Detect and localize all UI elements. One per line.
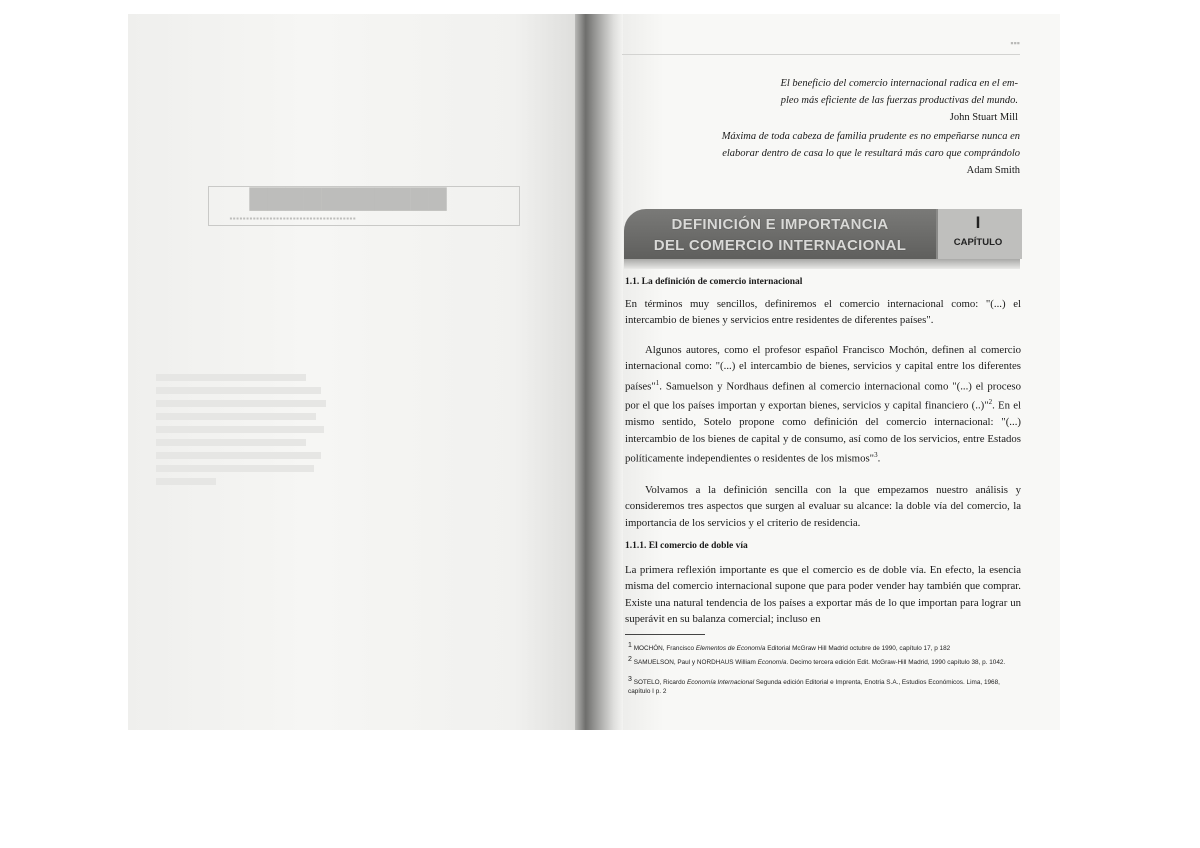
paragraph-text: . <box>877 452 881 465</box>
footnote-mark: 2 <box>628 656 632 663</box>
epigraph-smith <box>660 128 1020 179</box>
footnote <box>628 641 1018 653</box>
footnote-reference: 2 <box>988 398 993 407</box>
book-gutter <box>575 14 623 730</box>
left-page-bleedthrough <box>128 14 583 730</box>
epigraph-mill <box>658 75 1018 126</box>
epigraph-line: elaborar dentro de casa lo que le resultará más caro que comprándolo <box>722 148 1020 159</box>
bleedthrough-subtitle-shape: ▪▪▪▪▪▪▪▪▪▪▪▪▪▪▪▪▪▪▪▪▪▪▪▪▪▪▪▪▪▪▪▪▪▪▪▪▪▪ <box>229 214 356 223</box>
footnote-book-title: Elementos de Economía <box>695 645 766 653</box>
paragraph-text: Algunos autores, como el profesor español Francisco Mochón, definen al comercio internacional como: "(...) el intercambio de bienes, servicios y capital entre los diferentes países" <box>625 344 1021 393</box>
footnote-text: SOTELO, Ricardo <box>633 679 687 687</box>
footnote <box>628 655 1018 667</box>
subsection-heading: 1.1.1. El comercio de doble vía <box>625 541 748 551</box>
chapter-banner-shadow <box>624 259 1020 269</box>
footnote-mark: 1 <box>628 642 632 649</box>
body-paragraph: Volvamos a la definición sencilla con la que empezamos nuestro análisis y consideremos tres aspectos que surgen al evaluar su alcance: la doble vía del comercio, la importancia de los servicios y el criterio de residencia. <box>625 484 1021 529</box>
chapter-banner <box>624 209 1020 259</box>
body-paragraph: La primera reflexión importante es que el comercio es de doble vía. En efecto, la esencia misma del comercio internacional supone que para poder vender hay también que comprar. Existe una natural tendencia de los países a exportar más de lo que importan para lograr un superávit en su balanza comercial; incluso en <box>625 564 1021 625</box>
epigraph-line: pleo más eficiente de las fuerzas productivas del mundo. <box>780 95 1018 106</box>
body-paragraph <box>625 342 1021 467</box>
footnote-text: Segunda edición Editorial e Imprenta, Enotria S.A., Estudios Económicos. Lima, 1968, capítulo I p. 2 <box>628 679 1000 696</box>
epigraph-author: Adam Smith <box>966 165 1020 176</box>
body-paragraph: En términos muy sencillos, definiremos el comercio internacional como: "(...) el intercambio de bienes y servicios entre residentes de diferentes países". <box>625 298 1021 327</box>
footnote-text: SAMUELSON, Paul y NORDHAUS William <box>633 659 758 667</box>
footnote-text: MOCHÓN, Francisco <box>633 645 696 653</box>
footnote-reference: 3 <box>874 450 878 459</box>
bleedthrough-part-box <box>208 186 520 226</box>
chapter-title-line: DEL COMERCIO INTERNACIONAL <box>653 237 907 254</box>
bleedthrough-text-block <box>156 374 326 491</box>
footnote-rule <box>625 634 705 635</box>
epigraph-line: Máxima de toda cabeza de familia prudente es no empeñarse nunca en <box>721 131 1020 142</box>
chapter-label: CAPÍTULO <box>953 237 1003 248</box>
paragraph-text: . En el mismo sentido, Sotelo propone como definición del comercio internacional: "(...) intercambio de los bienes de capital y de consumo, así como de los servicios, entre Estados políticamente independientes o residentes de los mismos" <box>625 400 1021 465</box>
epigraph-author: John Stuart Mill <box>949 112 1018 123</box>
paragraph-text: . Samuelson y Nordhaus definen al comercio internacional como "(...) el proceso por el que los países importan y exportan bienes, servicios y capital financiero (..)" <box>625 380 1021 413</box>
running-header-rule <box>622 40 1020 55</box>
footnote-book-title: Economía Internacional <box>686 679 755 687</box>
page-number-shape: ▪▪▪ <box>1010 38 1020 48</box>
footnote-text: Editorial McGraw Hill Madrid octubre de 1990, capítulo 17, p 182 <box>765 645 951 653</box>
bleedthrough-title-shape: ▇▇▇▇▇▇▇▇▇▇▇ <box>249 185 447 210</box>
footnote-book-title: Economía <box>757 659 787 667</box>
section-heading: 1.1. La definición de comercio internacional <box>625 277 803 287</box>
footnote-reference: 1 <box>655 378 660 387</box>
chapter-number: I <box>975 213 981 232</box>
footnote-text: . Decimo tercera edición Edit. McGraw-Hill Madrid, 1990 capítulo 38, p. 1042. <box>786 659 1006 667</box>
footnote <box>628 675 1018 696</box>
epigraph-line: El beneficio del comercio internacional radica en el em- <box>780 78 1018 89</box>
footnote-mark: 3 <box>628 676 632 683</box>
chapter-title-line: DEFINICIÓN E IMPORTANCIA <box>671 216 889 233</box>
